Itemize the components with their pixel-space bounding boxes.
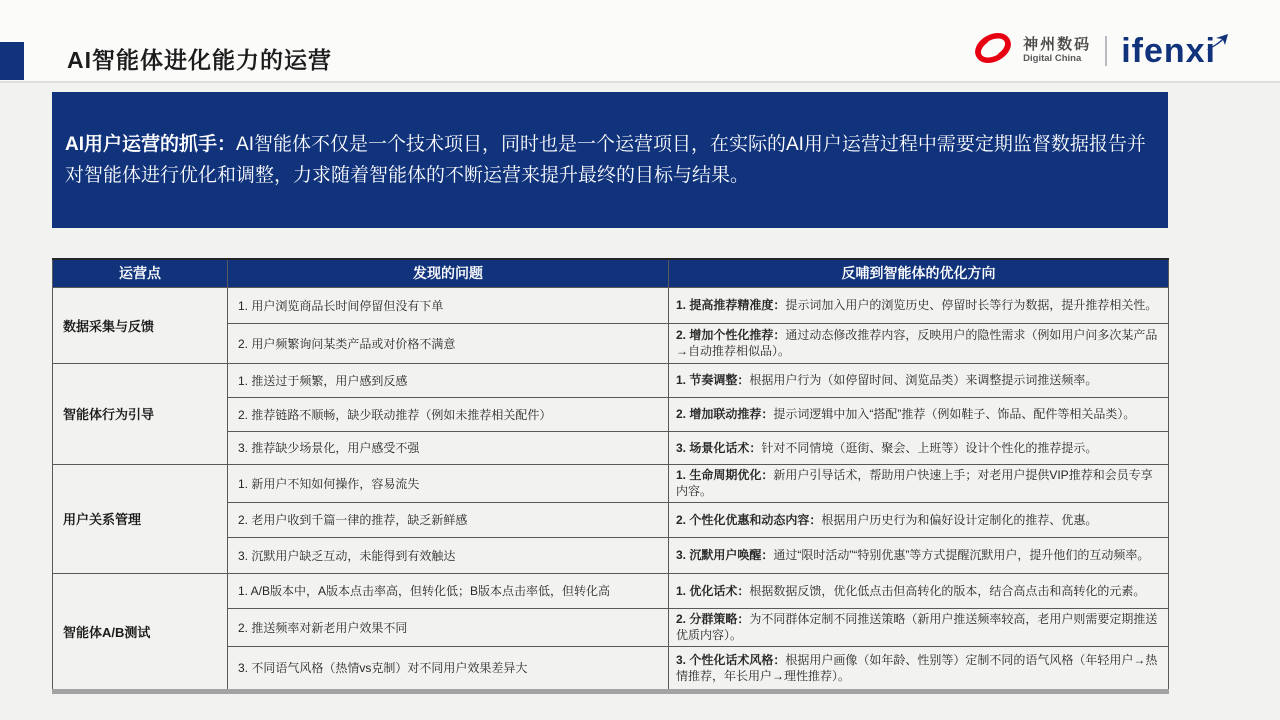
operations-table — [52, 258, 1169, 694]
problem-cell: 2. 推送频率对新老用户效果不同 — [228, 608, 669, 646]
table-row — [53, 464, 1169, 502]
optimization-body: 新用户引导话术，帮助用户快速上手；对老用户提供VIP推荐和会员专享内容。 — [676, 468, 1153, 498]
optimization-body: 根据数据反馈，优化低点击但高转化的版本，结合高点击和高转化的元素。 — [749, 583, 1146, 598]
optimization-body: 通过“限时活动”“特别优惠”等方式提醒沉默用户，提升他们的互动频率。 — [773, 548, 1150, 562]
category-cell: 数据采集与反馈 — [53, 287, 228, 363]
problem-cell: 1. 新用户不知如何操作，容易流失 — [228, 464, 669, 502]
category-cell: 用户关系管理 — [53, 464, 228, 573]
digital-china-logo — [971, 30, 1091, 71]
optimization-lead: 3. 场景化话术： — [676, 440, 762, 455]
problem-cell: 2. 推荐链路不顺畅，缺少联动推荐（例如未推荐相关配件） — [228, 397, 669, 431]
summary-text — [65, 129, 1155, 191]
ifenxi-logo — [1121, 31, 1222, 70]
digital-china-cn-label: 神州数码 — [1023, 36, 1092, 54]
optimization-cell — [669, 573, 1169, 608]
optimization-body: 提示词逻辑中加入“搭配”推荐（例如鞋子、饰品、配件等相关品类）。 — [773, 407, 1136, 421]
optimization-body: 针对不同情境（逛街、聚会、上班等）设计个性化的推荐提示。 — [761, 440, 1098, 455]
optimization-lead: 2. 增加联动推荐： — [676, 407, 774, 421]
problem-cell: 3. 推荐缺少场景化，用户感受不强 — [228, 431, 669, 464]
optimization-cell — [669, 646, 1169, 691]
logo-area — [971, 30, 1222, 71]
optimization-cell — [669, 431, 1169, 464]
problem-cell: 1. 推送过于频繁，用户感到反感 — [228, 363, 669, 397]
optimization-body: 根据用户画像（如年龄、性别等）定制不同的语气风格（年轻用户→热情推荐，年长用户→理性推荐）。 — [676, 652, 1158, 683]
ifenxi-arrow-icon — [1206, 24, 1228, 58]
digital-china-wordmark — [1023, 37, 1091, 64]
header-optimization-direction: 反哺到智能体的优化方向 — [669, 259, 1169, 287]
optimization-body: 根据用户行为（如停留时间、浏览品类）来调整提示词推送频率。 — [749, 373, 1098, 387]
optimization-lead: 3. 个性化话术风格： — [676, 652, 786, 667]
optimization-lead: 1. 生命周期优化： — [676, 468, 774, 482]
optimization-cell — [669, 608, 1169, 646]
optimization-body: 根据用户历史行为和偏好设计定制化的推荐、优惠。 — [821, 512, 1098, 527]
optimization-cell — [669, 537, 1169, 573]
optimization-lead: 2. 个性化优惠和动态内容： — [676, 512, 822, 527]
optimization-body: 提示词加入用户的浏览历史、停留时长等行为数据，提升推荐相关性。 — [785, 298, 1158, 312]
page-title: AI智能体进化能力的运营 — [67, 47, 332, 73]
header-problems-found: 发现的问题 — [228, 259, 669, 287]
problem-cell: 3. 不同语气风格（热情vs克制）对不同用户效果差异大 — [228, 646, 669, 691]
header-operation-point: 运营点 — [53, 259, 228, 287]
table-row — [53, 287, 1169, 323]
problem-cell: 1. 用户浏览商品长时间停留但没有下单 — [228, 287, 669, 323]
digital-china-en-label: Digital China — [1023, 52, 1082, 64]
optimization-body: 为不同群体定制不同推送策略（新用户推送频率较高，老用户则需要定期推送优质内容）。 — [676, 612, 1158, 642]
optimization-lead: 1. 提高推荐精准度： — [676, 298, 786, 312]
category-cell: 智能体A/B测试 — [53, 573, 228, 691]
optimization-cell — [669, 287, 1169, 323]
optimization-cell — [669, 464, 1169, 502]
summary-lead: AI用户运营的抓手： — [65, 134, 237, 155]
optimization-lead: 1. 节奏调整： — [676, 373, 750, 387]
optimization-cell — [669, 323, 1169, 363]
table-row — [53, 363, 1169, 397]
problem-cell: 2. 用户频繁询问某类产品或对价格不满意 — [228, 323, 669, 363]
ifenxi-wordmark: ifenxi — [1121, 31, 1216, 70]
problem-cell: 3. 沉默用户缺乏互动，未能得到有效触达 — [228, 537, 669, 573]
optimization-body: 通过动态修改推荐内容，反映用户的隐性需求（例如用户问多次某产品→自动推荐相似品）。 — [676, 328, 1158, 358]
optimization-cell — [669, 363, 1169, 397]
logo-divider — [1105, 36, 1107, 66]
title-accent-square — [0, 42, 24, 80]
problem-cell: 1. A/B版本中，A版本点击率高，但转化低；B版本点击率低，但转化高 — [228, 573, 669, 608]
table-row — [53, 573, 1169, 608]
optimization-lead: 3. 沉默用户唤醒： — [676, 548, 774, 562]
optimization-cell — [669, 502, 1169, 537]
optimization-lead: 2. 增加个性化推荐： — [676, 328, 786, 342]
table-header-row — [53, 259, 1169, 287]
title-bar — [0, 0, 1280, 83]
summary-body: AI智能体不仅是一个技术项目，同时也是一个运营项目，在实际的AI用户运营过程中需要定期监督数据报告并对智能体进行优化和调整，力求随着智能体的不断运营来提升最终的目标与结果。 — [65, 134, 1146, 186]
problem-cell: 2. 老用户收到千篇一律的推荐，缺乏新鲜感 — [228, 502, 669, 537]
optimization-cell — [669, 397, 1169, 431]
category-cell: 智能体行为引导 — [53, 363, 228, 464]
optimization-lead: 1. 优化话术： — [676, 583, 750, 598]
summary-banner — [52, 92, 1168, 228]
optimization-lead: 2. 分群策略： — [676, 612, 750, 626]
digital-china-swirl-icon — [971, 30, 1015, 71]
